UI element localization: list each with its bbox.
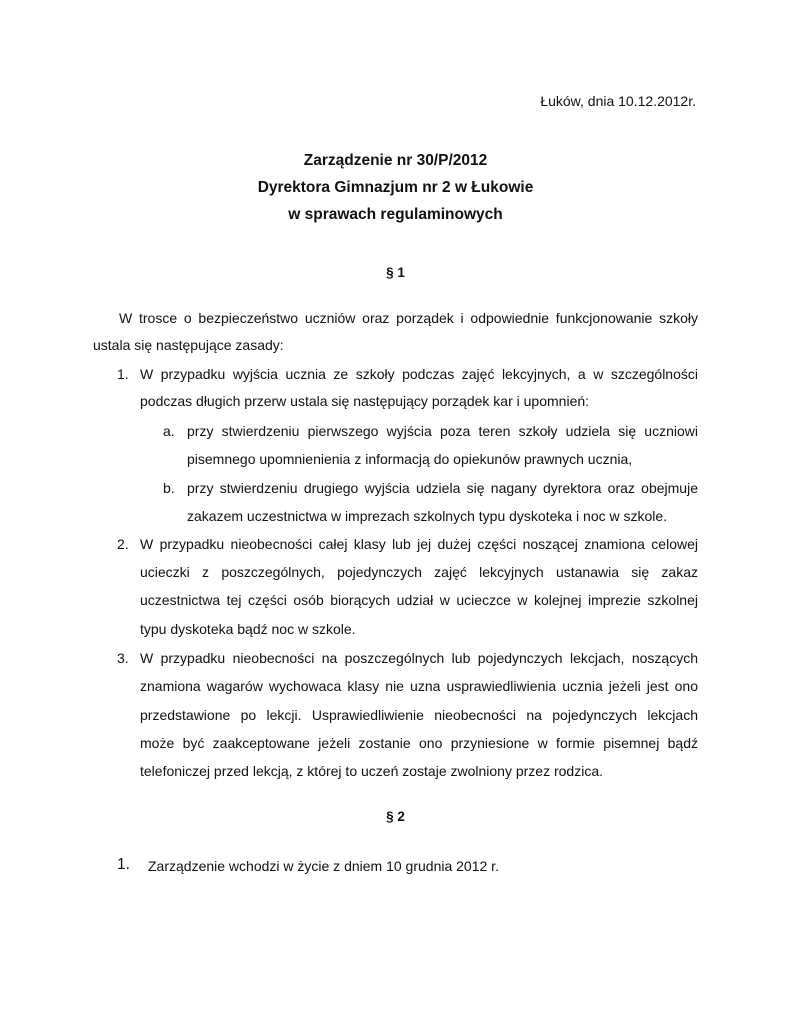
item-2-marker: 2. (117, 536, 129, 552)
intro-line-1: W trosce o bezpieczeństwo uczniów oraz porządek i odpowiednie funkcjonowanie szkoły (119, 310, 698, 326)
subitem-a-line-1: przy stwierdzeniu pierwszego wyjścia poza teren szkoły udziela się uczniowi (187, 423, 698, 439)
title-line-3: w sprawach regulaminowych (288, 206, 503, 223)
subitem-a-marker: a. (163, 423, 175, 439)
item-2-line-4: typu dyskoteka bądź noc w szkole. (140, 621, 356, 637)
intro-line-2: ustala się następujące zasady: (93, 337, 284, 353)
item-3-line-3: przedstawione po lekcji. Usprawiedliwienie nieobecności na pojedynczych lekcjach (140, 707, 698, 723)
title-line-1: Zarządzenie nr 30/P/2012 (303, 152, 488, 169)
item-1-line-2: podczas długich przerw ustala się następujący porządek kar i upomnień: (140, 393, 590, 409)
section-1-heading: § 1 (386, 265, 405, 280)
item-3-line-1: W przypadku nieobecności na poszczególnych lub pojedynczych lekcjach, noszących (140, 650, 698, 666)
item-3-marker: 3. (117, 650, 129, 666)
item-3-line-5: telefoniczej przed lekcją, z której to uczeń zostaje zwolniony przez rodzica. (140, 763, 603, 779)
subitem-b-marker: b. (163, 480, 175, 496)
section-2-item-1-text: Zarządzenie wchodzi w życie z dniem 10 grudnia 2012 r. (148, 858, 499, 874)
item-2-line-1: W przypadku nieobecności całej klasy lub jej dużej części noszącej znamiona celowej (140, 536, 698, 552)
section-2-heading: § 2 (386, 809, 405, 824)
section-2-item-1-marker: 1. (117, 856, 130, 873)
item-3-line-2: znamiona wagarów wychowaca klasy nie uzna usprawiedliwienia ucznia jeżeli jest ono (140, 678, 698, 694)
subitem-a-line-2: pisemnego upomnienienia z informacją do opiekunów prawnych ucznia, (187, 451, 633, 467)
item-2-line-2: ucieczki z poszczególnych, pojedynczych zajęć lekcyjnych ustanawia się zakaz (140, 564, 698, 580)
item-3-line-4: może być zaakceptowane jeżeli zostanie ono przyniesione w formie pisemnej bądź (140, 735, 698, 751)
title-line-2: Dyrektora Gimnazjum nr 2 w Łukowie (257, 179, 534, 196)
item-1-line-1: W przypadku wyjścia ucznia ze szkoły podczas zajęć lekcyjnych, a w szczególności (140, 366, 698, 382)
item-2-line-3: uczestnictwa tej części osób biorących udział w ucieczce w kolejnej imprezie szkolnej (140, 592, 698, 608)
date-line: Łuków, dnia 10.12.2012r. (540, 93, 696, 109)
item-1-marker: 1. (117, 366, 129, 382)
subitem-b-line-2: zakazem uczestnictwa w imprezach szkolnych typu dyskoteka i noc w szkole. (187, 508, 668, 524)
subitem-b-line-1: przy stwierdzeniu drugiego wyjścia udziela się nagany dyrektora oraz obejmuje (187, 480, 698, 496)
